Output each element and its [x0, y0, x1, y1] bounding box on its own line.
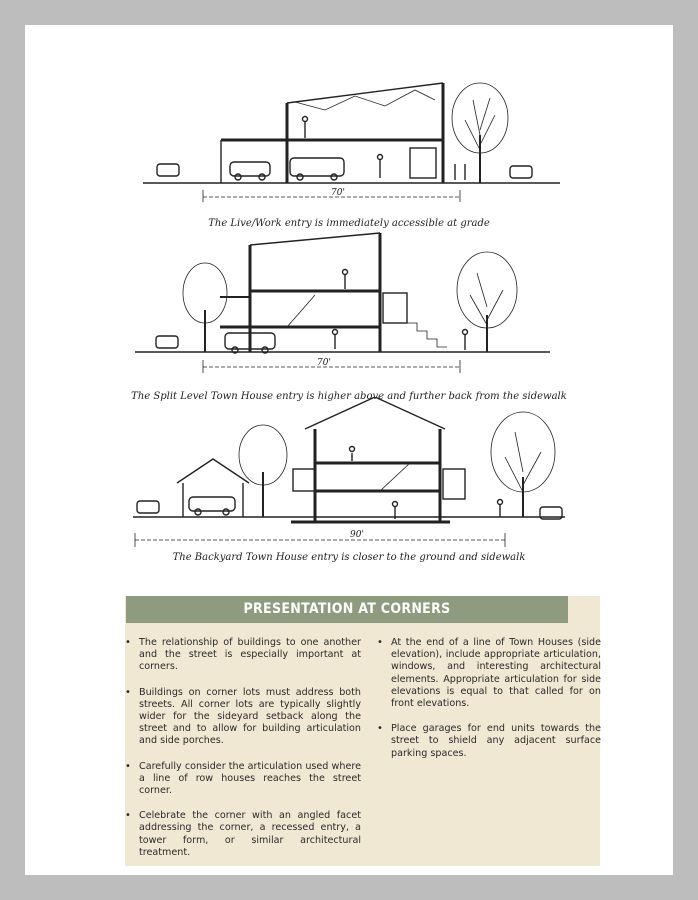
- dimension-label: 90': [350, 530, 364, 540]
- figure-caption: The Backyard Town House entry is closer to the ground and sidewalk: [172, 552, 526, 563]
- section-drawing-split-level: [25, 215, 673, 402]
- list-item: • The relationship of buildings to one another and the street is especially important at corners.: [125, 637, 361, 674]
- list-item: • Carefully consider the articulation used where a line of row houses reaches the street corner.: [125, 761, 361, 798]
- document-page: [25, 25, 673, 875]
- split-level-sketch: [25, 215, 673, 385]
- backyard-sketch: [25, 397, 673, 567]
- figure-caption: The Split Level Town House entry is higher above and further back from the sidewalk: [131, 391, 567, 402]
- section-drawing-live-work: [25, 50, 673, 229]
- section-title: PRESENTATION AT CORNERS: [126, 596, 568, 623]
- figure-caption: The Live/Work entry is immediately accessible at grade: [208, 218, 490, 229]
- list-item: • Place garages for end units towards the street to shield any adjacent surface parking spaces.: [377, 723, 601, 760]
- list-item: • Buildings on corner lots must address both streets. All corner lots are typically slightly wider for the sideyard setback along the street and to allow for building articulation and side porches.: [125, 687, 361, 748]
- dimension-label: 70': [317, 358, 331, 368]
- right-column: [377, 637, 601, 773]
- section-drawing-backyard: [25, 397, 673, 567]
- dimension-label: 70': [331, 188, 345, 198]
- list-item: • Celebrate the corner with an angled facet addressing the corner, a recessed entry, a tower form, or similar architectural treatment.: [125, 810, 361, 859]
- list-item: • At the end of a line of Town Houses (side elevation), include appropriate articulation, windows, and interesting architectural elements. Appropriate articulation for side elevations is equal to that called for on front elevations.: [377, 637, 601, 710]
- left-column: [125, 637, 361, 872]
- live-work-sketch: [25, 50, 673, 210]
